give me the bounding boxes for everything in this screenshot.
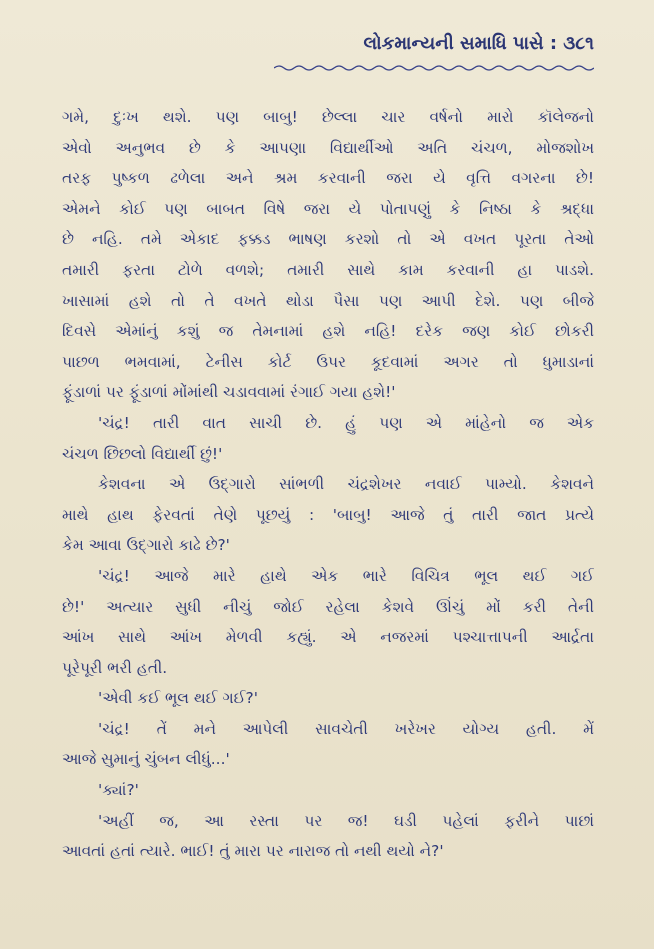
wavy-rule-ornament <box>274 64 594 72</box>
text-line: આજે સુમાનું ચુંબન લીધું...' <box>62 750 230 769</box>
paragraph <box>62 683 594 714</box>
text-line: ગમે, દુઃખ થશે. પણ બાબુ! છેલ્લા ચાર વર્ષનો મારો કૉલેજનો <box>62 108 594 126</box>
text-line: ખાસામાં હશે તો તે વખતે થોડા પૈસા પણ આપી દેશે. પણ બીજે <box>62 291 594 310</box>
text-line: 'એવી કઈ ભૂલ થઈ ગઈ?' <box>98 689 258 708</box>
running-head: લોકમાન્યની સમાધિ પાસે : ૩૮૧ <box>363 33 594 54</box>
text-line: છે!' અત્યાર સુધી નીચું જોઈ રહેલા કેશવે ઊંચું મોં કરી તેની <box>62 597 594 616</box>
paragraph <box>62 408 594 469</box>
text-line: પૂરેપૂરી ભરી હતી. <box>62 658 168 677</box>
text-line: ચંચળ છિછલો વિદ્યાર્થી છું!' <box>62 444 223 463</box>
paragraph <box>62 806 594 867</box>
text-line: એમને કોઈ પણ બાબત વિષે જરા યે પોતાપણું કે નિષ્ઠા કે શ્રદ્ધા <box>62 199 594 218</box>
paragraph <box>62 561 594 683</box>
text-line: કેશવના એ ઉદ્ગારો સાંભળી ચંદ્રશેખર નવાઈ પામ્યો. કેશવને <box>98 475 594 494</box>
text-line: તરફ પુષ્કળ ઢળેલા અને શ્રમ કરવાની જરા યે વૃત્તિ વગરના છે! <box>62 169 594 188</box>
text-line: 'ચંદ્ર! તારી વાત સાચી છે. હું પણ એ માંહેનો જ એક <box>98 413 594 432</box>
text-line: 'ચંદ્ર! આજે મારે હાથે એક ભારે વિચિત્ર ભૂલ થઈ ગઈ <box>98 566 594 585</box>
text-line: પાછળ ભમવામાં, ટેનીસ કોર્ટ ઉપર કૂદવામાં અગર તો ધુમાડાનાં <box>62 352 594 371</box>
paragraph <box>62 714 594 775</box>
text-line: ફૂંડાળાં પર ફૂંડાળાં મોંમાંથી ચડાવવામાં રંગાઈ ગયા હશે!' <box>62 383 396 402</box>
text-line: કેમ આવા ઉદ્ગારો કાઢે છે?' <box>62 536 230 555</box>
text-line: આંખ સાથે આંખ મેળવી કહ્યું. એ નજરમાં પશ્ચાત્તાપની આર્દ્રતા <box>62 628 594 647</box>
text-line: એવો અનુભવ છે કે આપણા વિદ્યાર્થીઓ અતિ ચંચળ, મોજશોખ <box>62 138 594 157</box>
text-line: છે નહિ. તમે એકાદ ફક્કડ ભાષણ કરશો તો એ વખત પૂરતા તેઓ <box>62 230 594 249</box>
paragraph <box>62 469 594 561</box>
text-line: માથે હાથ ફેરવતાં તેણે પૂછયું : 'બાબુ! આજે તું તારી જાત પ્રત્યે <box>62 505 594 524</box>
text-line: આવતાં હતાં ત્યારે. ભાઈ! તું મારા પર નારાજ તો નથી થયો ને?' <box>62 842 444 861</box>
text-line: દિવસે એમાંનું કશું જ તેમનામાં હશે નહિ! દરેક જણ કોઈ છોકરી <box>62 322 594 341</box>
paragraph <box>62 775 594 806</box>
text-line: 'અહીં જ, આ રસ્તા પર જ! ઘડી પહેલાં ફરીને પાછાં <box>98 811 594 830</box>
body-text <box>62 102 594 867</box>
paragraph <box>62 102 594 408</box>
text-line: 'ક્યાં?' <box>98 781 139 800</box>
text-line: 'ચંદ્ર! તેં મને આપેલી સાવચેતી ખરેખર યોગ્ય હતી. મેં <box>98 719 594 738</box>
text-line: તમારી ફરતા ટોળે વળશે; તમારી સાથે કામ કરવાની હા પાડશે. <box>62 260 594 279</box>
